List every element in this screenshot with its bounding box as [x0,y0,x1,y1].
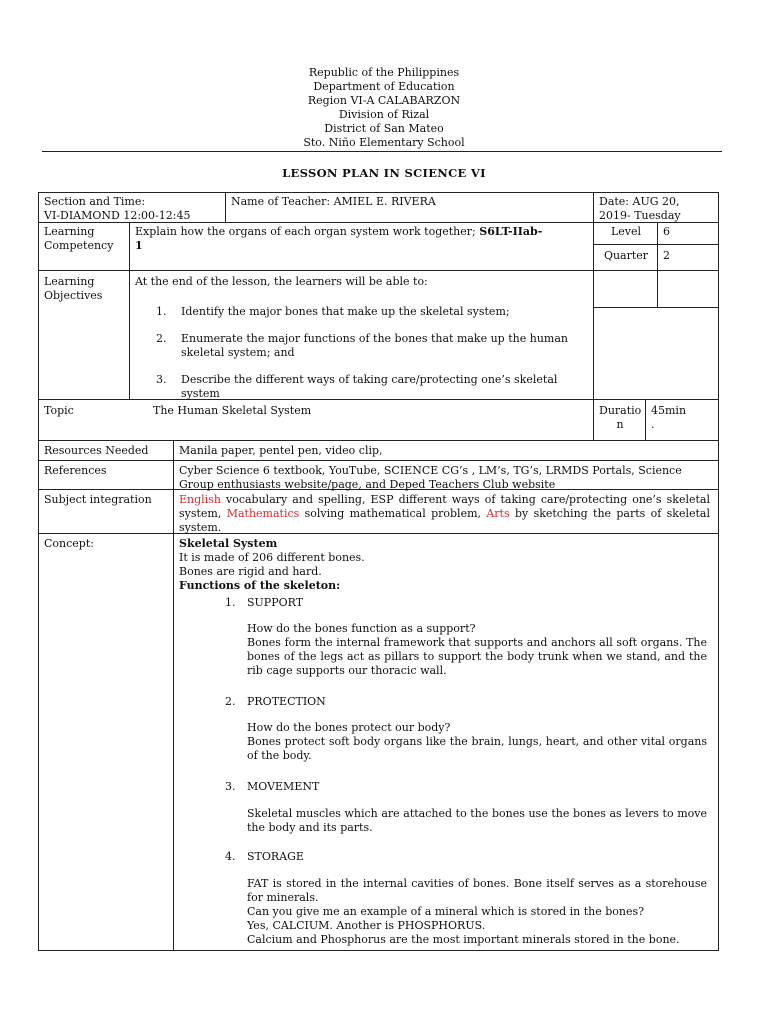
function-name: SUPPORT [247,596,304,609]
duration-label [594,403,645,432]
subject-mathematics: Mathematics [226,507,300,520]
integration-value [174,492,714,535]
topic-label: Topic [44,404,74,417]
concept-heading: Skeletal System [179,537,278,550]
function-question: How do the bones protect our body? [247,721,451,734]
objective-item: 3. Describe the different ways of taking care/protecting one’s skeletal system [156,373,558,400]
quarter-value: 2 [663,249,670,262]
duration-value-line: 45min [651,404,687,417]
objectives-label [39,274,129,303]
function-name: STORAGE [247,850,304,863]
competency-label-line: Learning [44,225,95,238]
function-answer: Skeletal muscles which are attached to the bones use the bones as levers to move the body and its parts. [247,807,707,834]
function-support-text [247,622,707,678]
competency-code: S6LT-IIab- [479,225,543,238]
function-storage-text [247,877,707,947]
section-label: Section and Time: [44,195,146,208]
references-value: Cyber Science 6 textbook, YouTube, SCIENCE CG’s , LM’s, TG’s, LRMDS Portals, Science Group enthusiasts website/page, and Deped Teachers Club website [179,464,682,491]
function-number: 3. [225,780,236,793]
subject-english: English [179,493,221,506]
competency-description: Explain how the organs of each organ system work together; [135,225,480,238]
integration-text: vocabulary and spelling, ESP different ways of taking care/protecting one’s skeletal system, [179,493,710,520]
quarter-label: Quarter [603,249,649,262]
header-line: Region VI-A CALABARZON [307,94,461,107]
subject-arts: Arts [486,507,510,520]
function-name: MOVEMENT [247,780,320,793]
objective-item: 1. Identify the major bones that make up the skeletal system; [156,305,510,318]
level-value: 6 [663,225,670,238]
header-line: Division of Rizal [338,108,430,121]
function-answer: Bones protect soft body organs like the brain, lungs, heart, and other vital organs of the body. [247,735,707,762]
references-label: References [44,464,107,477]
resources-label: Resources Needed [44,444,149,457]
integration-text: solving mathematical problem, [299,507,487,520]
competency-label [39,224,129,253]
concept-line: Bones are rigid and hard. [179,565,322,578]
function-movement-text [247,807,707,835]
duration-value [646,403,718,432]
objectives-content [130,274,593,289]
objectives-intro: At the end of the lesson, the learners will be able to: [135,275,428,288]
function-number: 4. [225,850,236,863]
function-protection-text [247,721,707,763]
section-value: VI-DIAMOND 12:00-12:45 [44,209,191,222]
function-answer: Calcium and Phosphorus are the most important minerals stored in the bone. [247,933,680,946]
teacher-name: Name of Teacher: AMIEL E. RIVERA [231,195,436,208]
teacher-cell [226,194,593,209]
level-label: Level [610,225,642,238]
topic-value: The Human Skeletal System [153,404,312,417]
integration-text: by sketching the parts of skeletal system. [179,507,711,534]
section-time-cell [39,194,225,223]
competency-label-line: Competency [44,239,114,252]
competency-text [130,224,593,253]
function-question: How do the bones function as a support? [247,622,476,635]
header-divider [42,151,722,152]
concept-line: It is made of 206 different bones. [179,551,365,564]
concept-intro [174,536,714,593]
header-line: Republic of the Philippines [308,66,460,79]
duration-label-line: n [616,418,624,431]
function-number: 1. [225,596,236,609]
date-cell [594,194,718,223]
functions-heading: Functions of the skeleton: [179,579,341,592]
duration-label-line: Duratio [599,404,642,417]
objective-item: 2. Enumerate the major functions of the bones that make up the human skeletal system; and [156,332,568,359]
function-question: Can you give me an example of a mineral which is stored in the bones? [247,905,645,918]
function-answer: FAT is stored in the internal cavities of bones. Bone itself serves as a storehouse for minerals. [247,877,707,904]
objectives-label-line: Objectives [44,289,103,302]
function-name: PROTECTION [247,695,326,708]
header-line: Department of Education [313,80,455,93]
competency-code-suffix: 1 [135,239,143,252]
objectives-label-line: Learning [44,275,95,288]
document-header [0,66,768,150]
resources-value: Manila paper, pentel pen, video clip, [179,444,383,457]
function-answer: Bones form the internal framework that supports and anchors all soft organs. The bones of the legs act as pillars to support the body trunk when we stand, and the rib cage supports our thoracic wall. [247,636,707,677]
duration-value-line: . [651,418,655,431]
integration-label: Subject integration [44,493,152,506]
date-line: 2019- Tuesday [599,209,681,222]
date-line: Date: AUG 20, [599,195,680,208]
function-answer: Yes, CALCIUM. Another is PHOSPHORUS. [247,919,486,932]
header-line: Sto. Niño Elementary School [303,136,465,149]
concept-label: Concept: [44,537,94,550]
page-title: LESSON PLAN IN SCIENCE VI [282,166,486,180]
objectives-list [156,305,588,401]
function-number: 2. [225,695,236,708]
header-line: District of San Mateo [324,122,444,135]
